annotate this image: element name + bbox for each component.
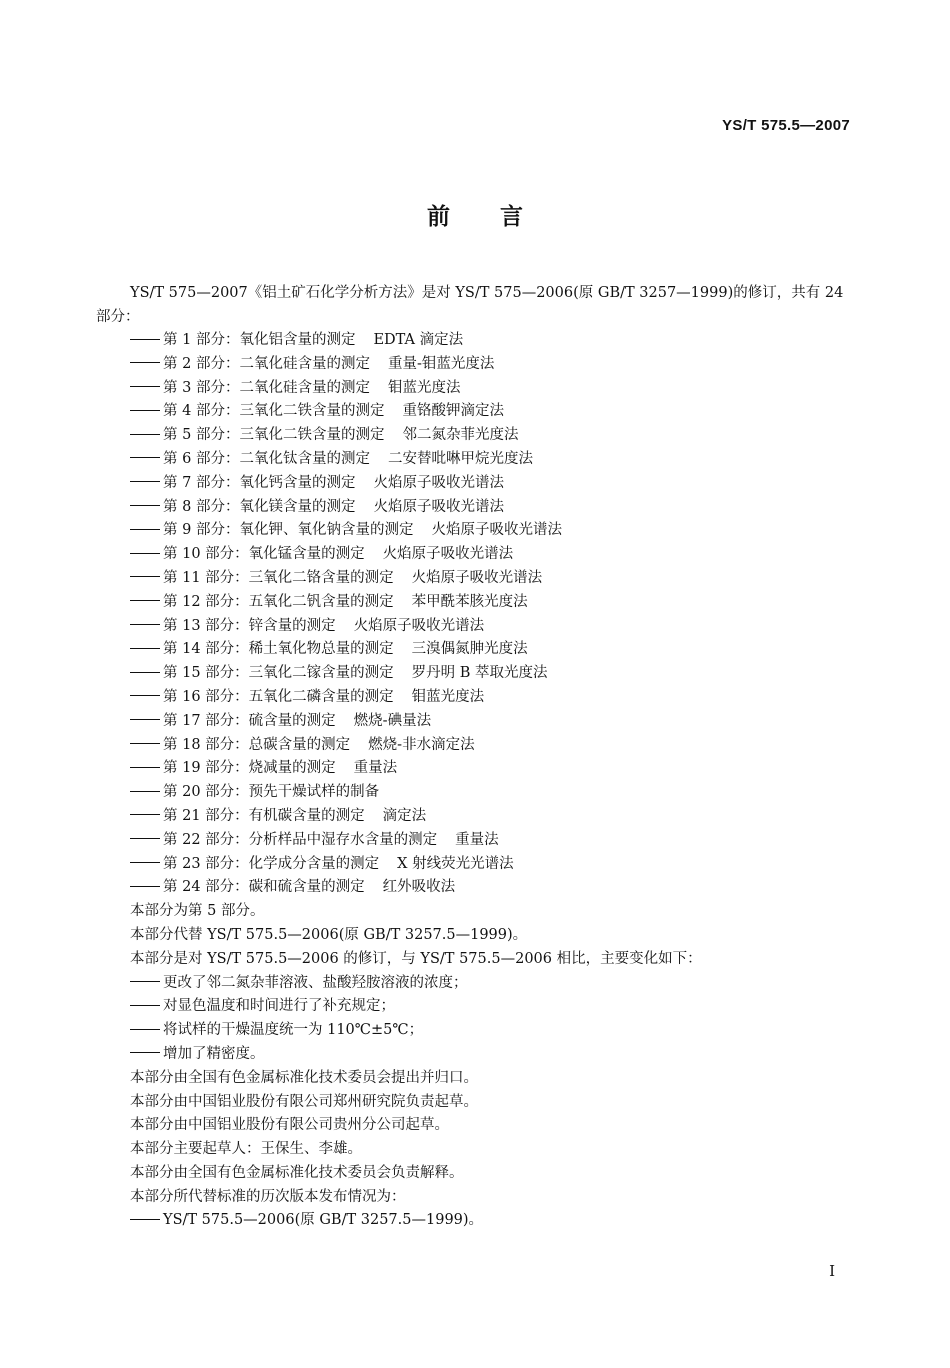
part-method: 燃烧-碘量法: [353, 712, 432, 729]
em-dash-marker: [130, 448, 163, 472]
em-dash-marker: [130, 972, 163, 996]
em-dash-marker: [130, 329, 163, 353]
part-method: 二安替吡啉甲烷光度法: [387, 450, 533, 467]
part-list-item: [96, 424, 862, 448]
this-part-statement: 本部分为第 5 部分。: [130, 903, 265, 920]
part-method: EDTA 滴定法: [373, 332, 464, 348]
part-method: 燃烧-非水滴定法: [368, 736, 475, 753]
part-method: 钼蓝光度法: [387, 379, 461, 396]
part-method: 邻二氮杂菲光度法: [402, 427, 519, 444]
part-label: 第 22 部分：分析样品中湿存水含量的测定: [163, 831, 438, 848]
part-list-item: [96, 615, 862, 639]
em-dash-marker: [130, 876, 163, 900]
part-method: 罗丹明 B 萃取光度法: [411, 665, 548, 682]
part-list-item: [96, 329, 862, 353]
em-dash-marker: [130, 591, 163, 615]
em-dash-marker: [130, 734, 163, 758]
part-method: 火焰原子吸收光谱法: [373, 474, 504, 491]
part-label: 第 15 部分：三氧化二镓含量的测定: [163, 665, 394, 682]
part-list-item: [96, 543, 862, 567]
em-dash-marker: [130, 1043, 163, 1067]
change-text: 将试样的干燥温度统一为 110℃±5℃；: [163, 1022, 424, 1039]
part-list-item: [96, 519, 862, 543]
part-list-item: [96, 591, 862, 615]
part-label: 第 5 部分：三氧化二铁含量的测定: [163, 427, 385, 444]
em-dash-marker: [130, 686, 163, 710]
proposed-by: 本部分由全国有色金属标准化技术委员会提出并归口。: [130, 1069, 478, 1086]
revision-intro: 本部分是对 YS/T 575.5—2006 的修订，与 YS/T 575.5—2006 相比，主要变化如下：: [130, 950, 702, 967]
page-title: 前言: [427, 204, 573, 230]
part-list-item: [96, 781, 862, 805]
part-label: 第 1 部分：氧化铝含量的测定: [163, 332, 356, 348]
em-dash-marker: [130, 615, 163, 639]
foreword-body: [96, 281, 862, 1233]
history-intro: 本部分所代替标准的历次版本发布情况为：: [130, 1188, 406, 1205]
part-list-item: [96, 472, 862, 496]
part-list-item: [96, 805, 862, 829]
intro-paragraph: YS/T 575—2007《铝土矿石化学分析方法》是对 YS/T 575—2006(原 GB/T 3257—1999)的修订，共有 24 部分：: [96, 285, 844, 325]
part-method: 滴定法: [382, 807, 427, 824]
part-label: 第 17 部分：硫含量的测定: [163, 712, 336, 729]
em-dash-marker: [130, 377, 163, 401]
part-method: 火焰原子吸收光谱法: [411, 569, 543, 586]
part-label: 第 24 部分：碳和硫含量的测定: [163, 879, 365, 896]
part-label: 第 13 部分：锌含量的测定: [163, 617, 336, 634]
part-list-item: [96, 448, 862, 472]
part-method: 重量-钼蓝光度法: [387, 355, 495, 372]
part-list-item: [96, 638, 862, 662]
co-drafted-by: 本部分由中国铝业股份有限公司贵州分公司起草。: [130, 1117, 449, 1134]
part-label: 第 19 部分：烧减量的测定: [163, 760, 336, 777]
part-label: 第 6 部分：二氧化钛含量的测定: [163, 450, 370, 467]
change-list-item: [96, 972, 862, 996]
em-dash-marker: [130, 662, 163, 686]
em-dash-marker: [130, 1209, 163, 1233]
part-method: X 射线荧光光谱法: [397, 855, 514, 872]
em-dash-marker: [130, 781, 163, 805]
changes-list: [96, 972, 862, 1067]
part-label: 第 3 部分：二氧化硅含量的测定: [163, 379, 370, 396]
change-list-item: [96, 995, 862, 1019]
main-drafters: 本部分主要起草人：王保生、李雄。: [130, 1141, 362, 1158]
part-label: 第 18 部分：总碳含量的测定: [163, 736, 351, 753]
part-label: 第 4 部分：三氧化二铁含量的测定: [163, 403, 385, 420]
part-label: 第 23 部分：化学成分含量的测定: [163, 855, 380, 872]
em-dash-marker: [130, 424, 163, 448]
part-method: 重量法: [455, 831, 499, 848]
parts-list: [96, 329, 862, 900]
part-method: 火焰原子吸收光谱法: [382, 546, 514, 563]
part-method: 三溴偶氮胂光度法: [411, 641, 528, 658]
part-list-item: [96, 757, 862, 781]
em-dash-marker: [130, 710, 163, 734]
part-label: 第 12 部分：五氧化二钒含量的测定: [163, 593, 394, 610]
part-list-item: [96, 710, 862, 734]
part-list-item: [96, 686, 862, 710]
em-dash-marker: [130, 805, 163, 829]
part-method: 火焰原子吸收光谱法: [353, 617, 485, 634]
em-dash-marker: [130, 829, 163, 853]
interpreted-by: 本部分由全国有色金属标准化技术委员会负责解释。: [130, 1164, 464, 1181]
part-method: 钼蓝光度法: [411, 688, 485, 705]
change-text: 对显色温度和时间进行了补充规定；: [163, 998, 395, 1015]
drafted-by: 本部分由中国铝业股份有限公司郑州研究院负责起草。: [130, 1093, 478, 1110]
part-list-item: [96, 353, 862, 377]
em-dash-marker: [130, 472, 163, 496]
part-list-item: [96, 662, 862, 686]
part-list-item: [96, 496, 862, 520]
em-dash-marker: [130, 400, 163, 424]
part-label: 第 8 部分：氧化镁含量的测定: [163, 498, 356, 515]
history-list-item: [96, 1209, 862, 1233]
part-list-item: [96, 829, 862, 853]
em-dash-marker: [130, 496, 163, 520]
part-label: 第 21 部分：有机碳含量的测定: [163, 807, 365, 824]
part-label: 第 7 部分：氧化钙含量的测定: [163, 474, 356, 491]
part-method: 火焰原子吸收光谱法: [373, 498, 504, 515]
change-text: 增加了精密度。: [163, 1045, 265, 1062]
em-dash-marker: [130, 757, 163, 781]
part-label: 第 11 部分：三氧化二铬含量的测定: [163, 569, 394, 586]
em-dash-marker: [130, 638, 163, 662]
change-list-item: [96, 1019, 862, 1043]
part-method: 重量法: [353, 760, 398, 777]
part-list-item: [96, 734, 862, 758]
em-dash-marker: [130, 853, 163, 877]
change-list-item: [96, 1043, 862, 1067]
part-label: 第 9 部分：氧化钾、氧化钠含量的测定: [163, 522, 414, 539]
page-number: I: [829, 1262, 835, 1280]
em-dash-marker: [130, 543, 163, 567]
history-text: YS/T 575.5—2006(原 GB/T 3257.5—1999)。: [163, 1212, 484, 1229]
change-text: 更改了邻二氮杂菲溶液、盐酸羟胺溶液的浓度；: [163, 974, 468, 991]
part-list-item: [96, 377, 862, 401]
em-dash-marker: [130, 353, 163, 377]
em-dash-marker: [130, 567, 163, 591]
part-label: 第 2 部分：二氧化硅含量的测定: [163, 355, 370, 372]
part-label: 第 20 部分：预先干燥试样的制备: [163, 784, 380, 801]
standard-number: YS/T 575.5—2007: [722, 117, 850, 134]
part-method: 苯甲酰苯胲光度法: [411, 593, 528, 610]
part-list-item: [96, 400, 862, 424]
part-method: 红外吸收法: [382, 879, 456, 896]
history-list: [96, 1209, 862, 1233]
part-list-item: [96, 853, 862, 877]
part-method: 火焰原子吸收光谱法: [431, 522, 562, 539]
part-label: 第 10 部分：氧化锰含量的测定: [163, 546, 365, 563]
part-method: 重铬酸钾滴定法: [402, 403, 504, 420]
replaces-statement: 本部分代替 YS/T 575.5—2006(原 GB/T 3257.5—1999)。: [130, 926, 528, 943]
part-list-item: [96, 876, 862, 900]
part-label: 第 14 部分：稀土氧化物总量的测定: [163, 641, 394, 658]
em-dash-marker: [130, 519, 163, 543]
em-dash-marker: [130, 995, 163, 1019]
em-dash-marker: [130, 1019, 163, 1043]
part-label: 第 16 部分：五氧化二磷含量的测定: [163, 688, 394, 705]
part-list-item: [96, 567, 862, 591]
